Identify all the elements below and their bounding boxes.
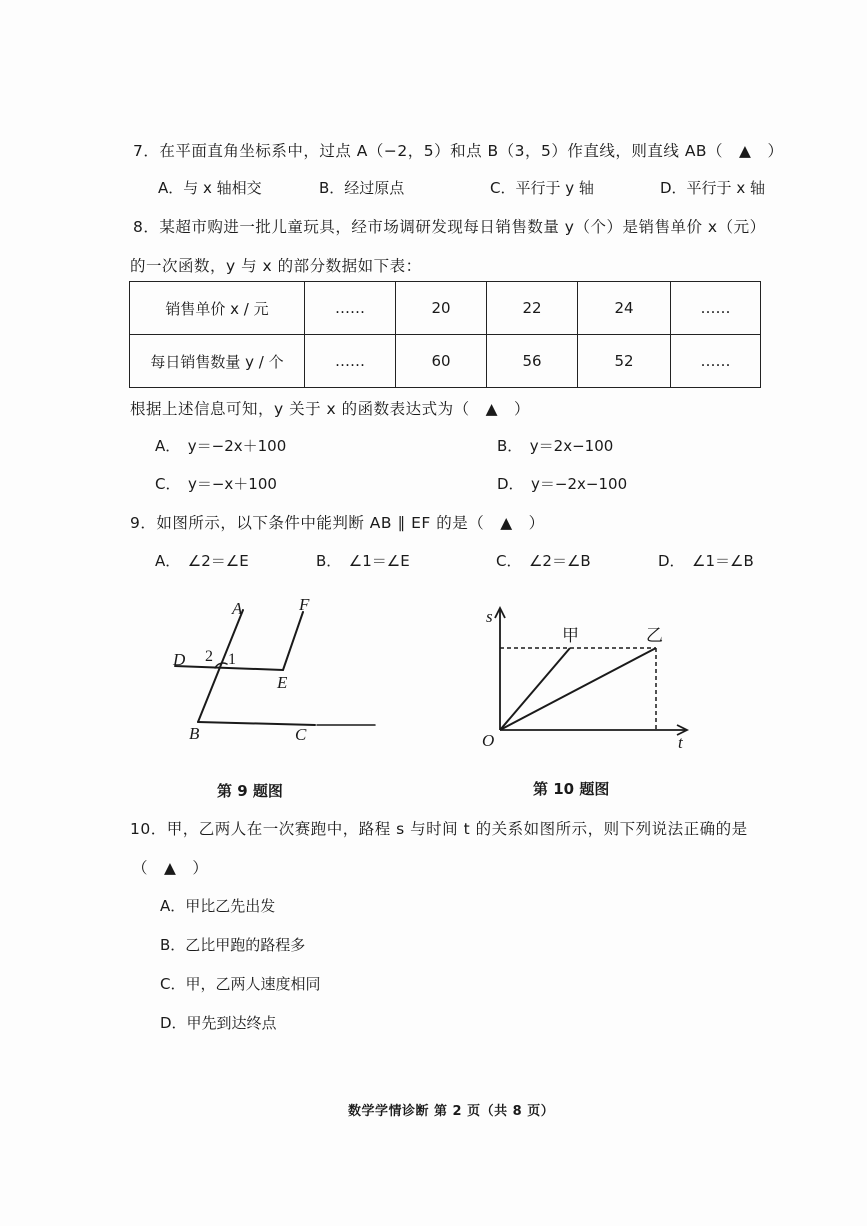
table-cell: 60 [396,335,487,388]
figure-9-caption: 第 9 题图 [217,782,283,800]
table-cell: 56 [487,335,578,388]
line-ab [198,610,243,722]
table-cell: 20 [396,282,487,335]
table-cell: …… [305,282,396,335]
q8-stem-line2: 的一次函数，y 与 x 的部分数据如下表： [130,257,422,275]
q7-option-a: A．与 x 轴相交 [158,179,262,197]
table-cell: 22 [487,282,578,335]
q10-option-d: D．甲先到达终点 [160,1014,277,1032]
q7-option-b: B．经过原点 [319,179,405,197]
label-angle-2: 2 [205,648,213,665]
q8-option-c: C． y＝−x＋100 [155,475,277,493]
q8-option-d: D． y＝−2x−100 [497,475,628,493]
label-b: B [189,724,200,743]
q10-option-a: A．甲比乙先出发 [160,897,276,915]
q10-stem: 10．甲，乙两人在一次赛跑中，路程 s 与时间 t 的关系如图所示，则下列说法正确的是 [130,820,748,838]
table-cell: 24 [578,282,671,335]
label-e: E [277,673,288,692]
table-row [130,282,761,335]
table-header-cell: 销售单价 x / 元 [130,282,305,335]
label-yi: 乙 [646,626,663,646]
q8-data-table [129,281,761,388]
label-a: A [232,599,243,618]
table-row [130,335,761,388]
jia-line [500,648,570,730]
q7-option-d: D．平行于 x 轴 [660,179,765,197]
q10-option-c: C．甲，乙两人速度相同 [160,975,321,993]
label-d: D [173,650,186,669]
q7-stem: 7．在平面直角坐标系中，过点 A（−2，5）和点 B（3，5）作直线，则直线 AB（ ▲ ） [133,142,784,160]
yi-line [500,648,656,730]
label-t: t [678,733,683,752]
page-footer: 数学学情诊断 第 2 页（共 8 页） [348,1104,555,1119]
table-cell: …… [305,335,396,388]
figure-9-diagram [165,592,395,752]
table-cell: 52 [578,335,671,388]
label-angle-1: 1 [228,651,236,668]
q8-stem-line1: 8．某超市购进一批儿童玩具，经市场调研发现每日销售数量 y（个）是销售单价 x（元） [133,218,766,236]
q8-option-b: B． y＝2x−100 [497,437,614,455]
q9-option-c: C． ∠2＝∠B [496,552,591,570]
table-cell: …… [671,282,761,335]
q8-question: 根据上述信息可知，y 关于 x 的函数表达式为（ ▲ ） [130,400,531,418]
q9-option-d: D． ∠1＝∠B [658,552,754,570]
q9-stem: 9．如图所示，以下条件中能判断 AB ∥ EF 的是（ ▲ ） [130,514,545,532]
q10-answer-placeholder: （ ▲ ） [132,859,209,877]
label-jia: 甲 [562,626,579,646]
label-origin: O [482,731,495,750]
q9-option-a: A． ∠2＝∠E [155,552,249,570]
figure-10-graph [470,600,700,760]
label-s: s [486,607,493,626]
table-cell: …… [671,335,761,388]
figure-10-caption: 第 10 题图 [533,780,610,798]
q8-option-a: A． y＝−2x＋100 [155,437,287,455]
table-header-cell: 每日销售数量 y / 个 [130,335,305,388]
q7-option-c: C．平行于 y 轴 [490,179,594,197]
label-f: F [299,595,310,614]
label-c: C [295,725,307,744]
q10-option-b: B．乙比甲跑的路程多 [160,936,306,954]
line-ef [283,612,303,670]
q9-option-b: B． ∠1＝∠E [316,552,410,570]
